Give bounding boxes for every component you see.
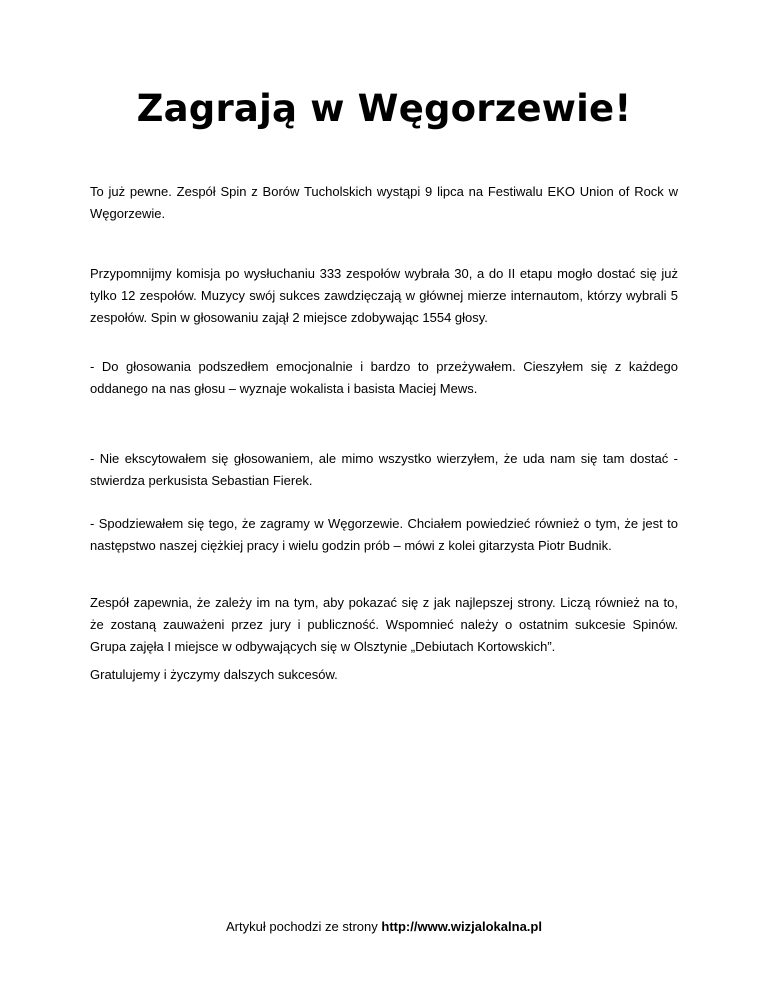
article-paragraph: To już pewne. Zespół Spin z Borów Tucholskich wystąpi 9 lipca na Festiwalu EKO Union of Rock w Węgorzewie. <box>90 184 678 221</box>
page-footer <box>0 917 768 937</box>
article-paragraph: Przypomnijmy komisja po wysłuchaniu 333 zespołów wybrała 30, a do II etapu mogło dostać się już tylko 12 zespołów. Muzycy swój sukces zawdzięczają w głównej mierze internautom, którzy wybrali 5 zespołów. Spin w głosowaniu zajął 2 miejsce zdobywając 1554 głosy. <box>90 266 678 325</box>
article-title: Zagrają w Węgorzewie! <box>136 87 632 130</box>
article-quote-paragraph: - Nie ekscytowałem się głosowaniem, ale mimo wszystko wierzyłem, że uda nam się tam dostać - stwierdza perkusista Sebastian Fierek. <box>90 451 678 488</box>
article-paragraph: Zespół zapewnia, że zależy im na tym, aby pokazać się z jak najlepszej strony. Liczą również na to, że zostaną zauważeni przez jury i publiczność. Wspomnieć należy o ostatnim sukcesie Spinów. Grupa zajęła I miejsce w odbywających się w Olsztynie „Debiutach Kortowskich”. <box>90 595 678 654</box>
article-quote-paragraph: - Do głosowania podszedłem emocjonalnie i bardzo to przeżywałem. Cieszyłem się z każdego oddanego na nas głosu – wyznaje wokalista i basista Maciej Mews. <box>90 359 678 396</box>
footer-source-link[interactable]: http://www.wizjalokalna.pl <box>381 919 542 934</box>
article-closing-paragraph: Gratulujemy i życzymy dalszych sukcesów. <box>90 667 338 682</box>
footer-source-text: Artykuł pochodzi ze strony <box>226 919 382 934</box>
article-quote-paragraph: - Spodziewałem się tego, że zagramy w Węgorzewie. Chciałem powiedzieć również o tym, że jest to następstwo naszej ciężkiej pracy i wielu godzin prób – mówi z kolei gitarzysta Piotr Budnik. <box>90 516 678 553</box>
